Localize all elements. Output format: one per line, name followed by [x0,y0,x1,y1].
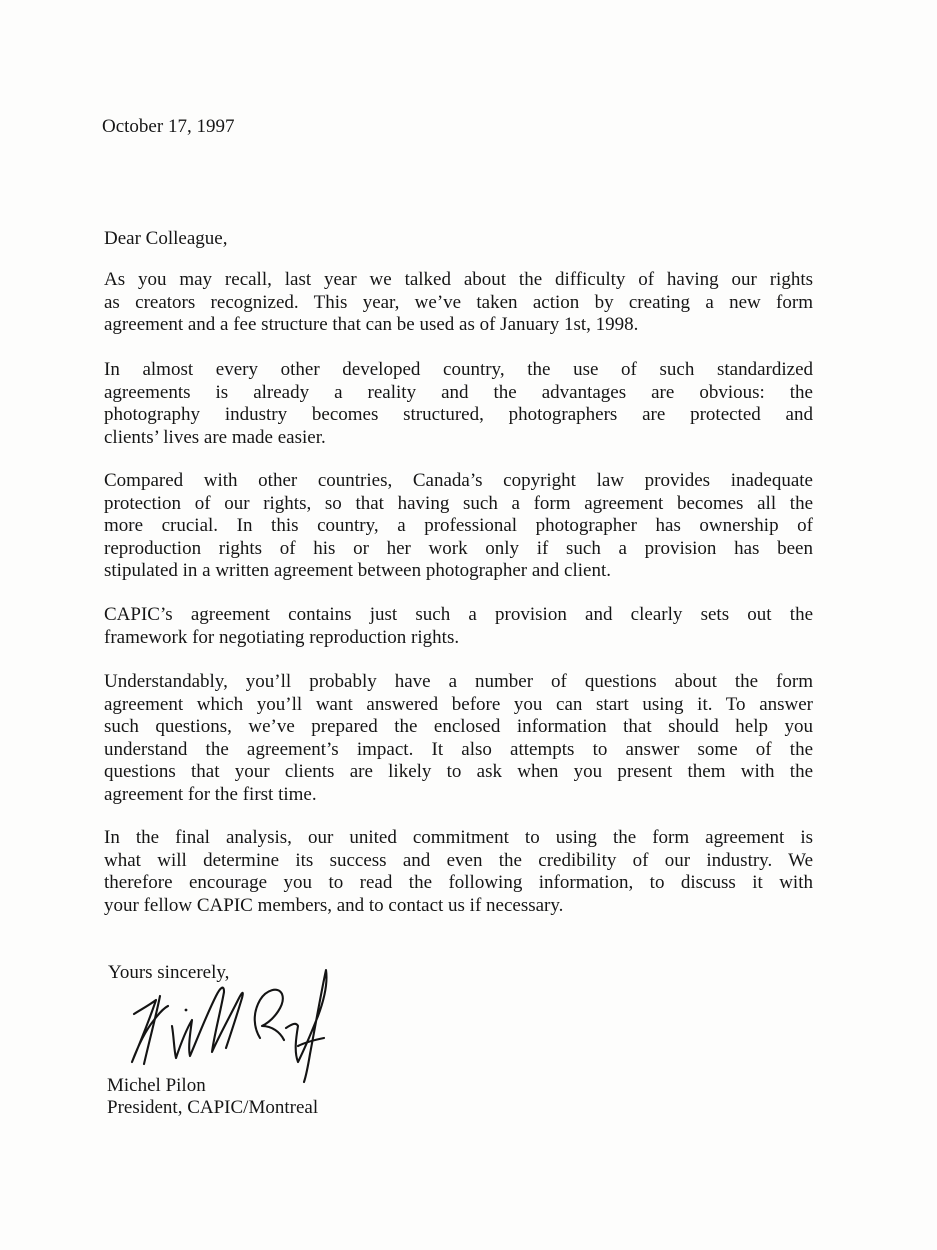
paragraph-line: CAPIC’s agreement contains just such a provision and clearly sets out the [104,604,813,625]
signature-image [120,966,345,1084]
signer-title: President, CAPIC/Montreal [107,1097,319,1118]
paragraph-3 [104,470,813,583]
paragraph-6 [104,827,813,917]
letter-date: October 17, 1997 [102,116,235,137]
paragraph-line: such questions, we’ve prepared the enclosed information that should help you [104,716,813,738]
paragraph-line: protection of our rights, so that having such a form agreement becomes all the [104,492,813,514]
paragraph-line: as creators recognized. This year, we’ve taken action by creating a new form [104,291,813,313]
paragraph-line: agreement which you’ll want answered before you can start using it. To answer [104,693,813,715]
signer-name: Michel Pilon [107,1075,206,1096]
paragraph-2 [104,359,813,449]
paragraph-line: questions that your clients are likely to ask when you present them with the [104,761,813,783]
paragraph-line: understand the agreement’s impact. It also attempts to answer some of the [104,738,813,760]
salutation: Dear Colleague, [104,228,228,249]
paragraph-line: therefore encourage you to read the following information, to discuss it with [104,872,813,894]
paragraph-line: agreements is already a reality and the advantages are obvious: the [104,381,813,403]
paragraph-line: what will determine its success and even the credibility of our industry. We [104,849,813,871]
paragraph-line: framework for negotiating reproduction rights. [104,626,460,648]
paragraph-line: photography industry becomes structured, photographers are protected and [104,404,813,426]
paragraph-4 [104,604,813,649]
paragraph-line: Compared with other countries, Canada’s copyright law provides inadequate [104,470,813,491]
paragraph-line: more crucial. In this country, a professional photographer has ownership of [104,515,813,537]
paragraph-line: In almost every other developed country, the use of such standardized [104,359,813,380]
paragraph-line: As you may recall, last year we talked about the difficulty of having our rights [104,269,813,290]
paragraph-5 [104,671,813,807]
paragraph-line: In the final analysis, our united commitment to using the form agreement is [104,827,813,848]
paragraph-1 [104,269,813,337]
closing: Yours sincerely, [108,962,230,983]
paragraph-line: clients’ lives are made easier. [104,426,326,448]
paragraph-line: reproduction rights of his or her work only if such a provision has been [104,537,813,559]
paragraph-line: agreement for the first time. [104,783,317,805]
paragraph-line: stipulated in a written agreement between photographer and client. [104,560,612,582]
paragraph-line: your fellow CAPIC members, and to contact us if necessary. [104,894,564,916]
paragraph-line: agreement and a fee structure that can be used as of January 1st, 1998. [104,314,639,336]
paragraph-line: Understandably, you’ll probably have a number of questions about the form [104,671,813,692]
